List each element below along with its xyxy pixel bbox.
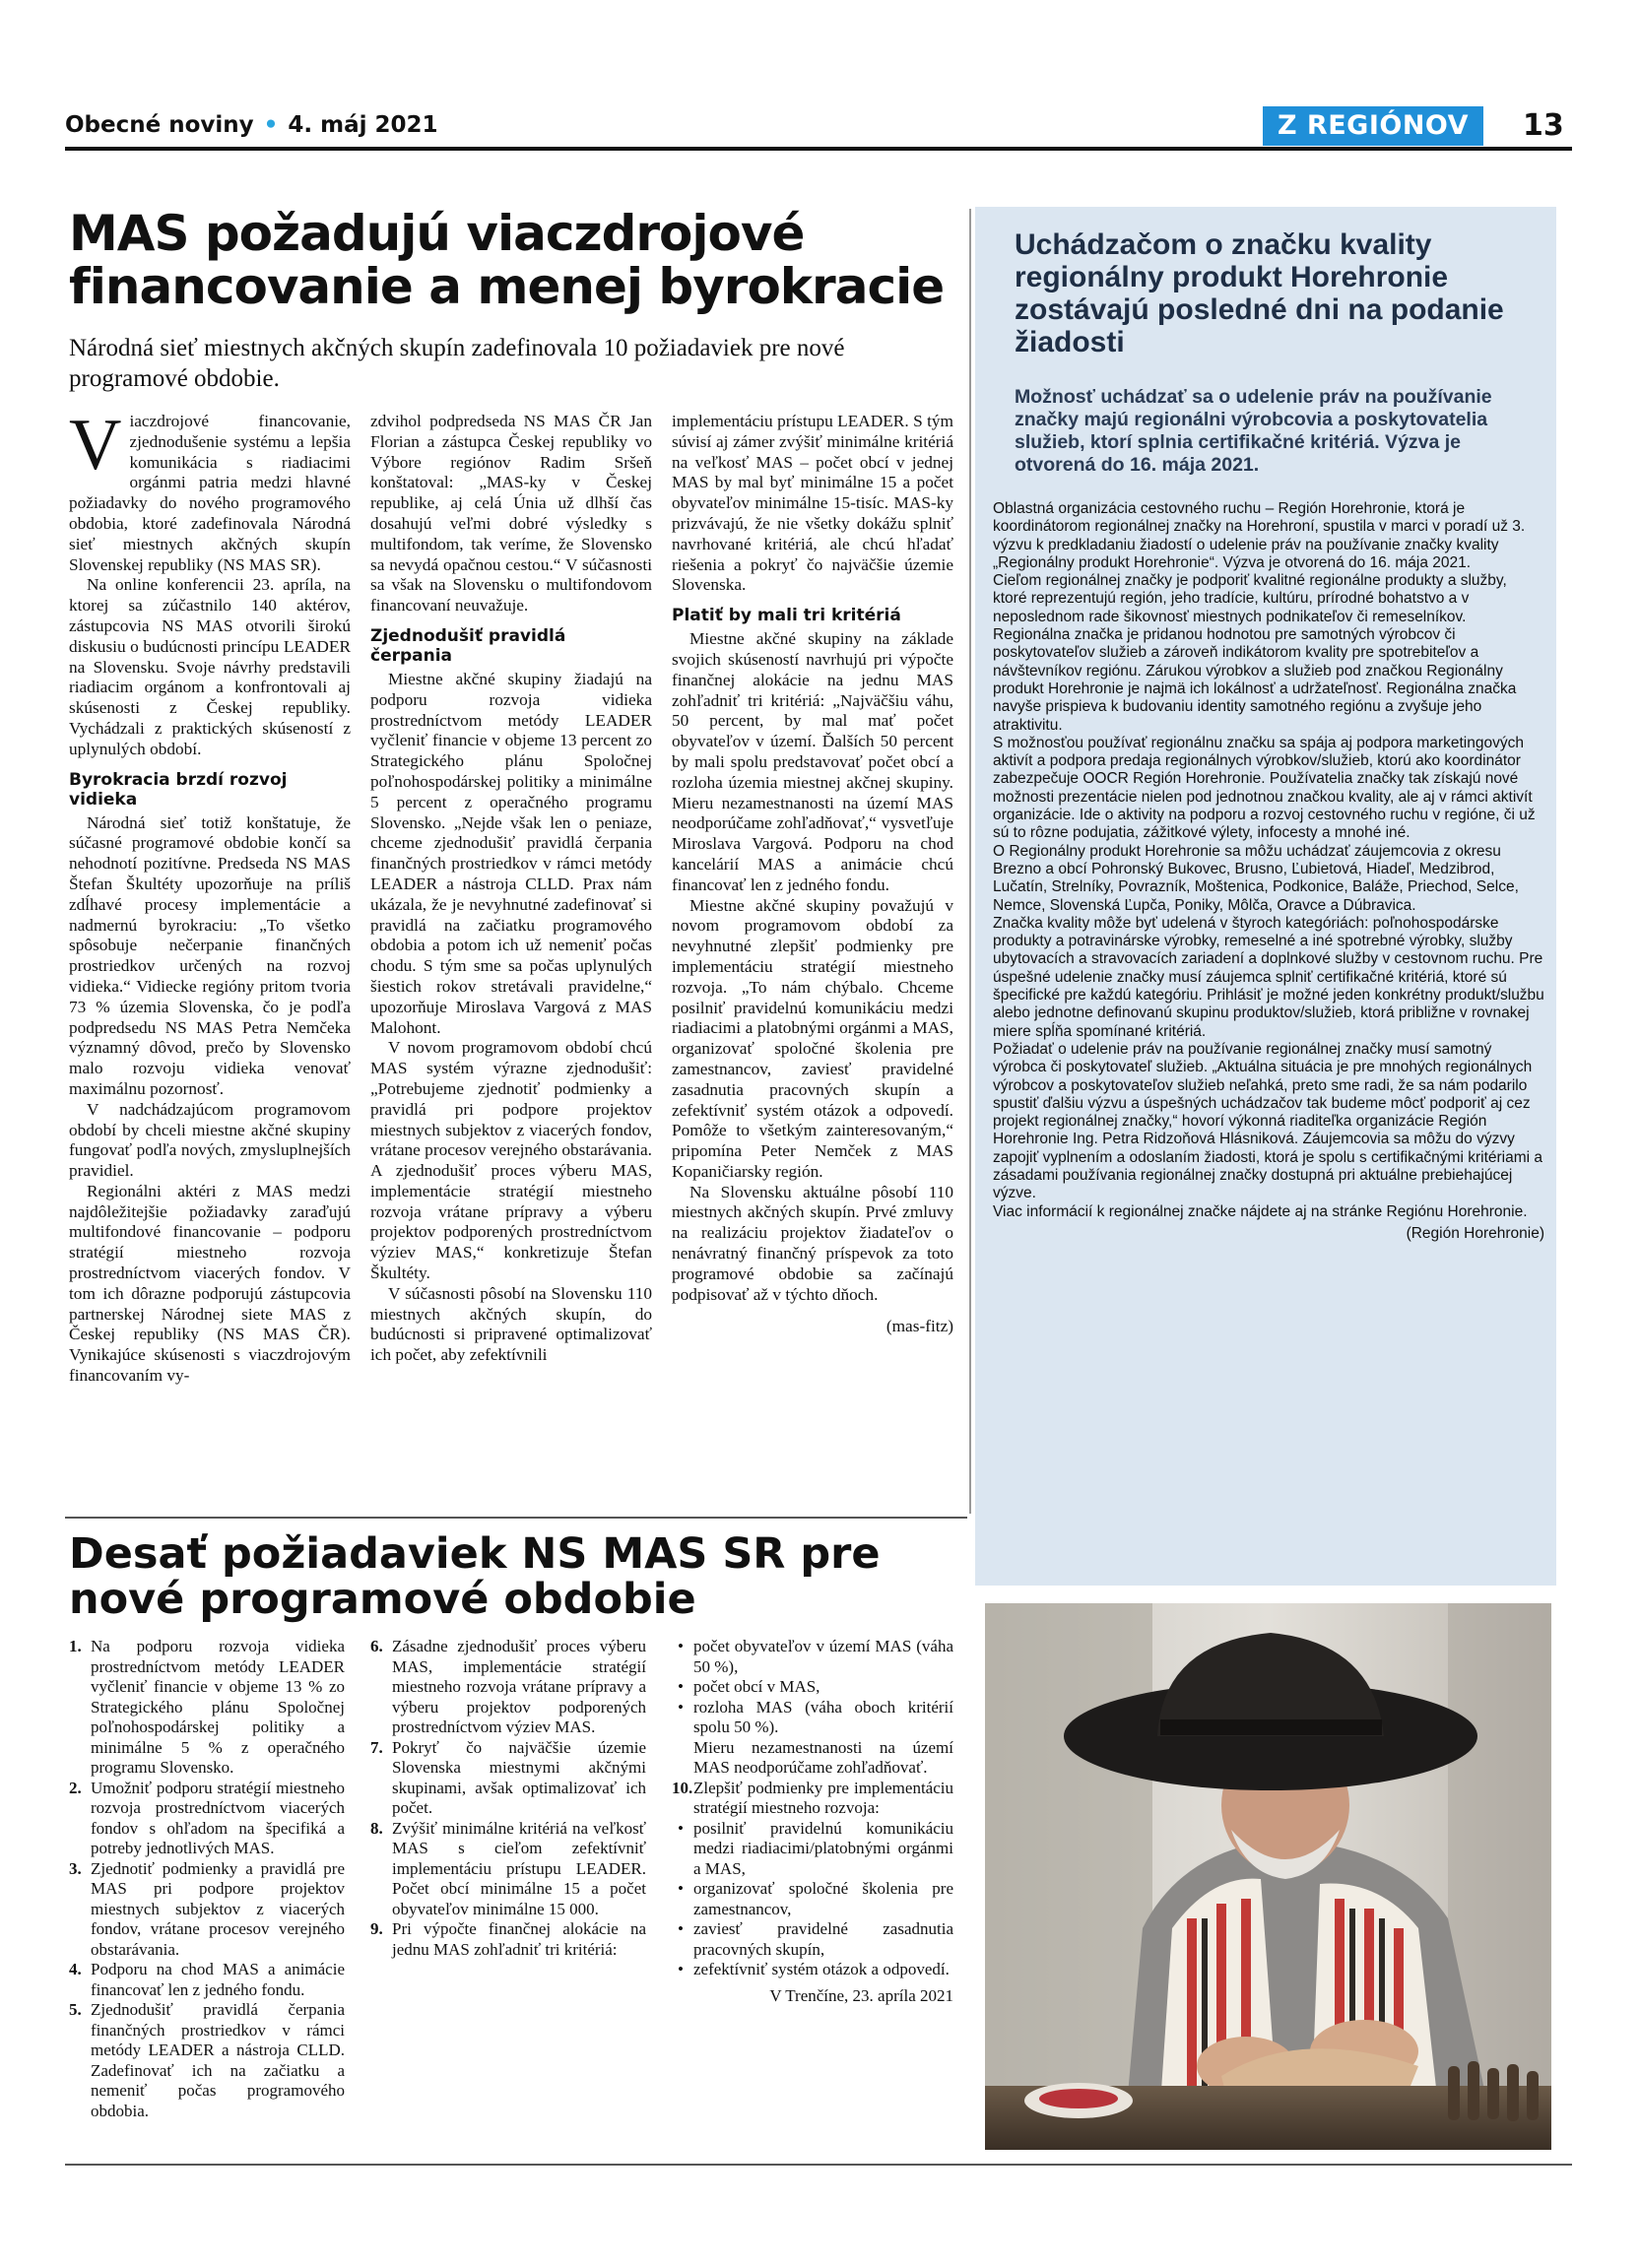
bullet-item: • počet obyvateľov v území MAS (váha 50 %),	[672, 1637, 953, 1677]
masthead	[65, 112, 438, 138]
paragraph: Miestne akčné skupiny považujú v novom programovom období za nevyhnutné zlepšiť podmienky pre implementáciu stratégií miestneho rozvoja. „To nám chýbalo. Chceme posilniť pravidelnú komunikáciu medzi riadiacimi a platobnými orgánmi a MAS, organizovať spoločné školenia pre zamestnancov, zaviesť pravidelné zasadnutia pracovných skupín a zefektívniť systém otázok a odpovedí. Pomôže to všetkým zainteresovaným,“ pripomína Peter Nemček z MAS Kopaničiarsky región.	[672, 895, 953, 1181]
paragraph: Na Slovensku aktuálne pôsobí 110 miestnych akčných skupín. Prvé zmluvy na realizáciu projektov žiadateľov o nenávratný finančný príspevok za toto programové obdobie sa začínajú podpisovať až v týchto dňoch.	[672, 1182, 953, 1304]
article-column-1	[69, 405, 351, 1387]
bullet-item: • rozloha MAS (váha oboch kritérií spolu 50 %).	[672, 1698, 953, 1738]
sidebar-body	[993, 500, 1544, 1243]
sidebar-source: (Región Horehronie)	[1406, 1224, 1544, 1242]
list-item: 8. Zvýšiť minimálne kritériá na veľkosť MAS s cieľom zefektívniť implementáciu prístupu LEADER. Počet obcí minimálne 15 a počet obyvateľov minimálne 15 000.	[370, 1818, 646, 1918]
craftsman-photo	[985, 1603, 1551, 2150]
paragraph: Oblastná organizácia cestovného ruchu – Región Horehronie, ktorá je koordinátorom regionálnej značky na Horehroní, spustila v marci v poradí už 3. výzvu k predkladaniu žiadostí o udelenie práv na používanie značky kvality „Regionálny produkt Horehronie“. Výzva je otvorená do 16. mája 2021.	[993, 500, 1526, 571]
bullet-item: • počet obcí v MAS,	[672, 1677, 953, 1698]
list-item: 5. Zjednodušiť pravidlá čerpania finančných prostriedkov v rámci metódy LEADER a nástroja CLLD. Zadefinovať ich na začiatku a nemeniť počas programového obdobia.	[69, 2000, 345, 2120]
subheading: Zjednodušiť pravidlá čerpania	[370, 625, 566, 666]
bullet-item: • zaviesť pravidelné zasadnutia pracovných skupín,	[672, 1919, 953, 1960]
paragraph: Značka kvality môže byť udelená v štyroch kategóriách: poľnohospodárske produkty a potravinárske výrobky, remeselné a iné spotrebné výrobky, služby ubytovacích a stravovacích zariadení a doplnkové služby v cestovnom ruchu. Pre úspešné udelenie značky musí záujemca splniť certifikačné kritériá, ktoré sú špecifické pre každú kategóriu. Prihlásiť je možné jeden konkrétny produkt/službu alebo jednotne definovanú skupinu produktov/služieb, ktorá približne v rovnakej miere spĺňa spomínané kritériá.	[993, 914, 1544, 1040]
paragraph: Na online konferencii 23. apríla, na ktorej sa zúčastnilo 140 aktérov, zástupcovia NS MAS otvorili širokú diskusiu o budúcnosti princípu LEADER na Slovensku. Svoje návrhy predstavili riadiacim orgánom a konfrontovali aj skúsenosti z Českej republiky. Vychádzali z praktických skúseností z uplynulých období.	[69, 575, 351, 758]
page-header	[65, 106, 1572, 146]
paragraph: V novom programovom období chcú MAS systém výrazne zjednodušiť: „Potrebujeme zjednotiť podmienky a pravidlá pri podpore projektov miestnych subjektov z viacerých fondov, vrátane procesov verejného obstarávania. A zjednodušiť proces výberu MAS, implementácie stratégií miestneho rozvoja vrátane prípravy a výberu projektov podporených prostredníctvom výziev MAS,“ konkretizuje Štefan Škultéty.	[370, 1038, 652, 1283]
paragraph: Cieľom regionálnej značky je podporiť kvalitné regionálne produkty a služby, ktoré reprezentujú región, jeho tradície, kultúru, prírodné bohatstvo a v neposlednom rade šikovnosť miestnych podnikateľov či remeselníkov. Regionálna značka je pridanou hodnotou pre samotných výrobcov či poskytovateľov služieb a zároveň indikátorom kvality pre spotrebiteľov a návštevníkov regiónu. Zárukou výrobkov a služieb pod značkou Regionálny produkt Horehronie je najmä ich lokálnosť a udržateľnosť. Regionálna značka navyše prispieva k budovaniu identity samotného regiónu a zvyšuje jeho atraktivitu.	[993, 572, 1517, 734]
sidebar-lead: Možnosť uchádzať sa o udelenie práv na používanie značky majú regionálni výrobcovia a poskytovatelia služieb, ktorí splnia certifikačné kritériá. Výzva je otvorená do 16. mája 2021.	[1015, 386, 1492, 476]
paragraph: Miestne akčné skupiny na základe svojich skúseností navrhujú pri výpočte finančnej alokácie na jednu MAS zohľadniť tri kritériá: „Najväčšiu váhu, 50 percent, by mal mať počet obyvateľov v území. Ďalších 50 percent by mali spolu predstavovať počet obcí a rozloha územia miestnej akčnej skupiny. Mieru nezamestnanosti na území MAS neodporúčame zohľadňovať,“ vysvetľuje Miroslava Vargová. Podporu na chod kancelárií MAS a animácie chcú financovať len z jedného fondu.	[672, 629, 953, 894]
dateline: V Trenčíne, 23. apríla 2021	[769, 1985, 953, 2005]
page-number: 13	[1523, 108, 1564, 143]
list-item: 4. Podporu na chod MAS a animácie financovať len z jedného fondu.	[69, 1960, 345, 1999]
paragraph: Národná sieť totiž konštatuje, že súčasné programové obdobie končí sa nehodnotí pozitívne. Predseda NS MAS Štefan Škultéty upozorňuje na príliš zdĺhavé procesy implementácie a nadmernú byrokraciu: „To všetko spôsobuje nečerpanie finančných prostriedkov určených na rozvoj vidieka.“ Vidiecke regióny pritom tvoria 73 % územia Slovenska, čo je podľa podpredsedu NS MAS Petra Nemčeka významný dôvod, prečo by Slovensko malo rozvoju vidieka venovať maximálnu pozornosť.	[69, 812, 351, 1098]
paragraph: S možnosťou používať regionálnu značku sa spája aj podpora marketingových aktivít a podpora predaja regionálnych výrobkov/služieb, ktorú ako koordinátor zabezpečuje OOCR Región Horehronie. Používatelia značky tak získajú nové možnosti prezentácie nielen pod jednotnou značkou kvality, ale aj v rámci aktivít organizácie. Ide o aktivity na podporu a rozvoj cestovného ruchu v regióne, či už sú to rôzne podujatia, zážitkové výlety, infocesty a mnohé iné.	[993, 734, 1536, 842]
section-rule	[65, 1517, 967, 1519]
list-item: 3. Zjednotiť podmienky a pravidlá pre MAS pri podpore projektov miestnych subjektov z viacerých fondov, vrátane procesov verejného obstarávania.	[69, 1858, 345, 1959]
requirements-list-col-1	[69, 1637, 345, 2121]
article-subtitle: Národná sieť miestnych akčných skupín zadefinovala 10 požiadaviek pre nové programové obdobie.	[69, 335, 845, 392]
bullet-item: • posilniť pravidelnú komunikáciu medzi riadiacimi/platobnými orgánmi a MAS,	[672, 1819, 953, 1880]
article-column-3	[672, 412, 953, 1337]
paragraph: implementáciu prístupu LEADER. S tým súvisí aj zámer zvýšiť minimálne kritériá na veľkosť MAS – počet obcí v jednej MAS by mal byť minimálne 15 a počet obyvateľov minimálne 15-tisíc. MAS-ky prizvávajú, že nie všetky dokážu splniť navrhované kritériá, ale chcú hľadať riešenia a pokryť čo najväčšie územie Slovenska.	[672, 412, 953, 595]
issue-date: 4. máj 2021	[288, 112, 438, 138]
subheading: Platiť by mali tri kritériá	[672, 606, 901, 626]
requirements-list-col-3	[672, 1637, 953, 2006]
section-tag: Z REGIÓNOV	[1263, 106, 1483, 146]
column-divider	[969, 209, 971, 1514]
article-title: MAS požadujú viaczdrojové financovanie a menej byrokracie	[69, 205, 945, 315]
subheading: Byrokracia brzdí rozvoj vidieka	[69, 769, 288, 810]
list-item: 2. Umožniť podporu stratégií miestneho rozvoja prostredníctvom viacerých fondov s ohľadom na špecifiká a potreby jednotlivých MAS.	[69, 1778, 345, 1857]
list-note: Mieru nezamestnanosti na území MAS neodporúčame zohľadňovať.	[693, 1737, 953, 1777]
paragraph: Viac informácií k regionálnej značke nájdete aj na stránke Regiónu Horehronie.	[993, 1202, 1528, 1220]
list-item: 9. Pri výpočte finančnej alokácie na jednu MAS zohľadniť tri kritériá:	[370, 1919, 646, 1959]
list-item: 10. Zlepšiť podmienky pre implementáciu stratégií miestneho rozvoja:	[672, 1778, 953, 1817]
paragraph: Požiadať o udelenie práv na používanie regionálnej značky musí samotný výrobca či poskytovateľ služieb. „Aktuálna situácia je pre mnohých regionálnych výrobcov a poskytovateľov služieb neľahká, preto sme radi, že sa nám podarilo spustiť ďalšiu výzvu a úspešných uchádzačov tak budeme môcť podporiť aj cez projekt regionálnej značky,“ hovorí výkonná riaditeľka organizácie Región Horehronie Ing. Petra Ridzoňová Hlásniková. Záujemcovia sa môžu do výzvy zapojiť vyplnením a odoslaním žiadosti, ktorá je spolu s certifikačnými kritériami a zásadami používania regionálnej značky dostupná pri aktuálne prebiehajúcej výzve.	[993, 1040, 1543, 1202]
bullet-item: • zefektívniť systém otázok a odpovedí.	[672, 1960, 953, 1980]
paragraph: Viaczdrojové financovanie, zjednodušenie systému a lepšia komunikácia s riadiacimi orgánmi patria medzi hlavné požiadavky do nového programového obdobia, ktoré zadefinovala Národná sieť miestnych akčných skupín Slovenskej republiky (NS MAS SR).	[69, 405, 351, 574]
drop-cap: V	[69, 405, 122, 486]
header-rule	[65, 147, 1572, 151]
publication-name: Obecné noviny	[65, 112, 254, 138]
paragraph: zdvihol podpredseda NS MAS ČR Jan Florian a zástupca Českej republiky vo Výbore regiónov Radim Sršeň konštatoval: „MAS-ky v Českej republike, aj celá Únia už dlhší čas dosahujú veľmi dobré výsledky s multifondom, tak veríme, že Slovensko sa nevydá opačnou cestou.“ V súčasnosti sa však na Slovensku o multifondovom financovaní neuvažuje.	[370, 412, 652, 616]
paragraph: Miestne akčné skupiny žiadajú na podporu rozvoja vidieka prostredníctvom metódy LEADER vyčleniť financie v objeme 13 percent zo Strategického plánu Spoločnej poľnohospodárskej politiky a minimálne 5 percent z operačného programu Slovensko. „Nejde však len o peniaze, chceme zjednodušiť pravidlá čerpania finančných prostriedkov v rámci metódy LEADER a nástroja CLLD. Prax nám ukázala, že je nevyhnutné zadefinovať si pravidlá na začiatku programového obdobia a potom ich už nemeniť počas chodu. S tým sme sa počas uplynulých šiestich rokov stretávali pravidelne,“ upozorňuje Miroslava Vargová z MAS Malohont.	[370, 669, 652, 1037]
author-signature: (mas-fitz)	[886, 1317, 953, 1336]
sidebar-title: Uchádzačom o značku kvality regionálny produkt Horehronie zostávajú posledné dni na podanie žiadosti	[1015, 228, 1504, 358]
list-item: 1. Na podporu rozvoja vidieka prostredníctvom metódy LEADER vyčleniť financie v objeme 13 % zo Strategického plánu Spoločnej poľnohospodárskej politiky a minimálne 5 % z operačného programu Slovensko.	[69, 1637, 345, 1777]
list-item: 7. Pokryť čo najväčšie územie Slovenska miestnymi akčnými skupinami, avšak optimalizovať ich počet.	[370, 1737, 646, 1817]
article-column-2	[370, 412, 652, 1366]
list-item: 6. Zásadne zjednodušiť proces výberu MAS, implementácie stratégií miestneho rozvoja vrátane prípravy a výberu projektov podporených prostredníctvom výziev MAS.	[370, 1637, 646, 1736]
paragraph: Regionálni aktéri z MAS medzi najdôležitejšie požiadavky zaraďujú multifondové financovanie – podporu stratégií miestneho rozvoja prostredníctvom viacerých fondov. V tom ich dôrazne podporujú zástupcovia partnerskej Národnej siete MAS z Českej republiky (NS MAS ČR). Vynikajúce skúsenosti s viaczdrojovým financovaním vy-	[69, 1181, 351, 1386]
list-article-title: Desať požiadaviek NS MAS SR pre nové programové obdobie	[69, 1529, 881, 1624]
paragraph: O Regionálny produkt Horehronie sa môžu uchádzať záujemcovia z okresu Brezno a obcí Pohronský Bukovec, Brusno, Ľubietová, Hiadeľ, Medzibrod, Lučatín, Strelníky, Povrazník, Moštenica, Podkonice, Baláže, Priechod, Selce, Nemce, Slovenská Ľupča, Poniky, Môlča, Oravce a Dúbravica.	[993, 842, 1519, 914]
bullet-item: • organizovať spoločné školenia pre zamestnancov,	[672, 1879, 953, 1919]
separator-dot: •	[263, 112, 279, 138]
paragraph: V nadchádzajúcom programovom období by chceli miestne akčné skupiny fungovať podľa nových, zmysluplnejších pravidiel.	[69, 1099, 351, 1181]
requirements-list-col-2	[370, 1637, 646, 1960]
footer-rule	[65, 2164, 1572, 2166]
paragraph: V súčasnosti pôsobí na Slovensku 110 miestnych akčných skupín, do budúcnosti si pripravené optimalizovať ich počet, aby zefektívnili	[370, 1283, 652, 1365]
